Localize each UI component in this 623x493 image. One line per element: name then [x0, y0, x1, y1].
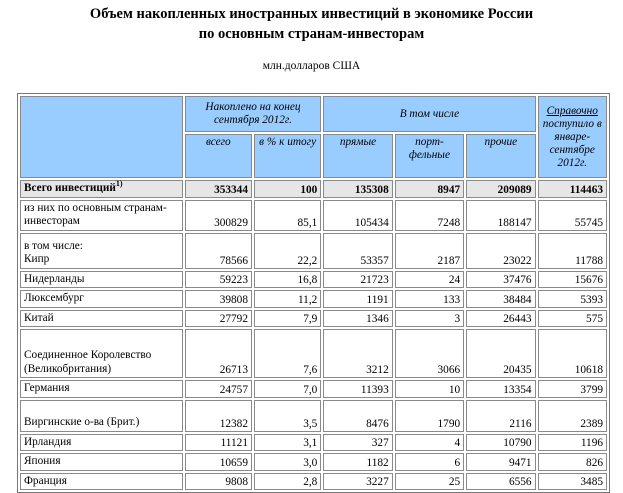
value-cell: 10790	[466, 434, 535, 452]
value-cell: 1790	[395, 400, 464, 432]
value-cell: 7248	[395, 200, 464, 231]
value-cell: 9808	[185, 473, 252, 491]
total-footnote: 1)	[115, 179, 123, 189]
country-label: Германия	[20, 380, 183, 398]
header-received	[538, 96, 607, 178]
value-cell: 85,1	[254, 200, 321, 231]
value-cell: 6556	[466, 473, 535, 491]
value-cell: 105434	[323, 200, 392, 231]
value-cell: 16,8	[254, 271, 321, 289]
investment-table	[17, 93, 610, 493]
value-cell: 59223	[185, 271, 252, 289]
header-other-col: прочие	[466, 134, 535, 178]
value-cell: 8476	[323, 400, 392, 432]
value-cell: 21723	[323, 271, 392, 289]
value-cell: 133	[395, 290, 464, 308]
value-cell: 23022	[466, 233, 535, 269]
page-title	[0, 4, 623, 44]
value-cell: 3,0	[254, 453, 321, 471]
value-cell: 9471	[466, 453, 535, 471]
table-row	[20, 400, 607, 432]
title-line-2: по основным странам-инвесторам	[198, 26, 425, 42]
value-cell: 6	[395, 453, 464, 471]
value-cell: 2,8	[254, 473, 321, 491]
value-cell: 826	[538, 453, 607, 471]
value-cell: 38484	[466, 290, 535, 308]
received-link[interactable]: Справочно	[546, 104, 598, 117]
header-direct-col: прямые	[323, 134, 392, 178]
header-in-total-of: В том числе	[323, 96, 535, 132]
country-label: Ирландия	[20, 434, 183, 452]
table-row	[20, 271, 607, 289]
table-row	[20, 434, 607, 452]
value-cell: 26443	[466, 310, 535, 328]
value-cell: 327	[323, 434, 392, 452]
header-corner	[20, 96, 183, 178]
value-cell: 300829	[185, 200, 252, 231]
value-cell: 15676	[538, 271, 607, 289]
value-cell: 12382	[185, 400, 252, 432]
value-cell: 53357	[323, 233, 392, 269]
total-value: 209089	[466, 180, 535, 198]
value-cell: 39808	[185, 290, 252, 308]
value-cell: 22,2	[254, 233, 321, 269]
value-cell: 7,9	[254, 310, 321, 328]
value-cell: 10659	[185, 453, 252, 471]
value-cell: 3212	[323, 329, 392, 378]
country-label: Люксембург	[20, 290, 183, 308]
value-cell: 2187	[395, 233, 464, 269]
country-label: из них по основным странам-инвесторам	[20, 200, 183, 231]
value-cell: 188147	[466, 200, 535, 231]
value-cell: 10618	[538, 329, 607, 378]
table-row	[20, 329, 607, 378]
value-cell: 1182	[323, 453, 392, 471]
value-cell: 3485	[538, 473, 607, 491]
received-rest: поступило в январе-сентябре 2012г.	[542, 117, 602, 169]
value-cell: 37476	[466, 271, 535, 289]
table-row	[20, 200, 607, 231]
total-label: Всего инвестиций	[24, 182, 116, 194]
value-cell: 3,1	[254, 434, 321, 452]
value-cell: 13354	[466, 380, 535, 398]
value-cell: 25	[395, 473, 464, 491]
value-cell: 11,2	[254, 290, 321, 308]
header-accumulated: Накоплено на конец сентября 2012г.	[185, 96, 322, 132]
value-cell: 24	[395, 271, 464, 289]
total-value: 135308	[323, 180, 392, 198]
value-cell: 3799	[538, 380, 607, 398]
unit-label: млн.долларов США	[262, 60, 361, 72]
total-value: 114463	[538, 180, 607, 198]
table-row	[20, 380, 607, 398]
title-line-1: Объем накопленных иностранных инвестиций в экономике России	[89, 6, 534, 22]
value-cell: 3227	[323, 473, 392, 491]
country-label: Франция	[20, 473, 183, 491]
value-cell: 11121	[185, 434, 252, 452]
value-cell: 7,6	[254, 329, 321, 378]
header-pct-col: в % к итогу	[254, 134, 321, 178]
table-row	[20, 233, 607, 269]
value-cell: 55745	[538, 200, 607, 231]
value-cell: 1191	[323, 290, 392, 308]
header-portfolio-col: порт-фельные	[395, 134, 464, 178]
value-cell: 11393	[323, 380, 392, 398]
table-row	[20, 290, 607, 308]
value-cell: 3066	[395, 329, 464, 378]
value-cell: 7,0	[254, 380, 321, 398]
country-label: в том числе: Кипр	[20, 233, 183, 269]
table-row	[20, 473, 607, 491]
value-cell: 26713	[185, 329, 252, 378]
value-cell: 1196	[538, 434, 607, 452]
value-cell: 3,5	[254, 400, 321, 432]
total-value: 100	[254, 180, 321, 198]
value-cell: 5393	[538, 290, 607, 308]
country-label: Нидерланды	[20, 271, 183, 289]
country-label: Виргинские о-ва (Брит.)	[20, 400, 183, 432]
value-cell: 11788	[538, 233, 607, 269]
value-cell: 1346	[323, 310, 392, 328]
table-row	[20, 310, 607, 328]
value-cell: 24757	[185, 380, 252, 398]
value-cell: 27792	[185, 310, 252, 328]
total-label-cell	[20, 180, 183, 198]
header-total-col: всего	[185, 134, 252, 178]
total-value: 353344	[185, 180, 252, 198]
value-cell: 575	[538, 310, 607, 328]
value-cell: 3	[395, 310, 464, 328]
country-label: Соединенное Королевство (Великобритания)	[20, 329, 183, 378]
total-row	[20, 180, 607, 198]
country-label: Китай	[20, 310, 183, 328]
value-cell: 10	[395, 380, 464, 398]
total-value: 8947	[395, 180, 464, 198]
value-cell: 2116	[466, 400, 535, 432]
table-row	[20, 453, 607, 471]
country-label: Япония	[20, 453, 183, 471]
value-cell: 4	[395, 434, 464, 452]
value-cell: 20435	[466, 329, 535, 378]
value-cell: 78566	[185, 233, 252, 269]
value-cell: 2389	[538, 400, 607, 432]
